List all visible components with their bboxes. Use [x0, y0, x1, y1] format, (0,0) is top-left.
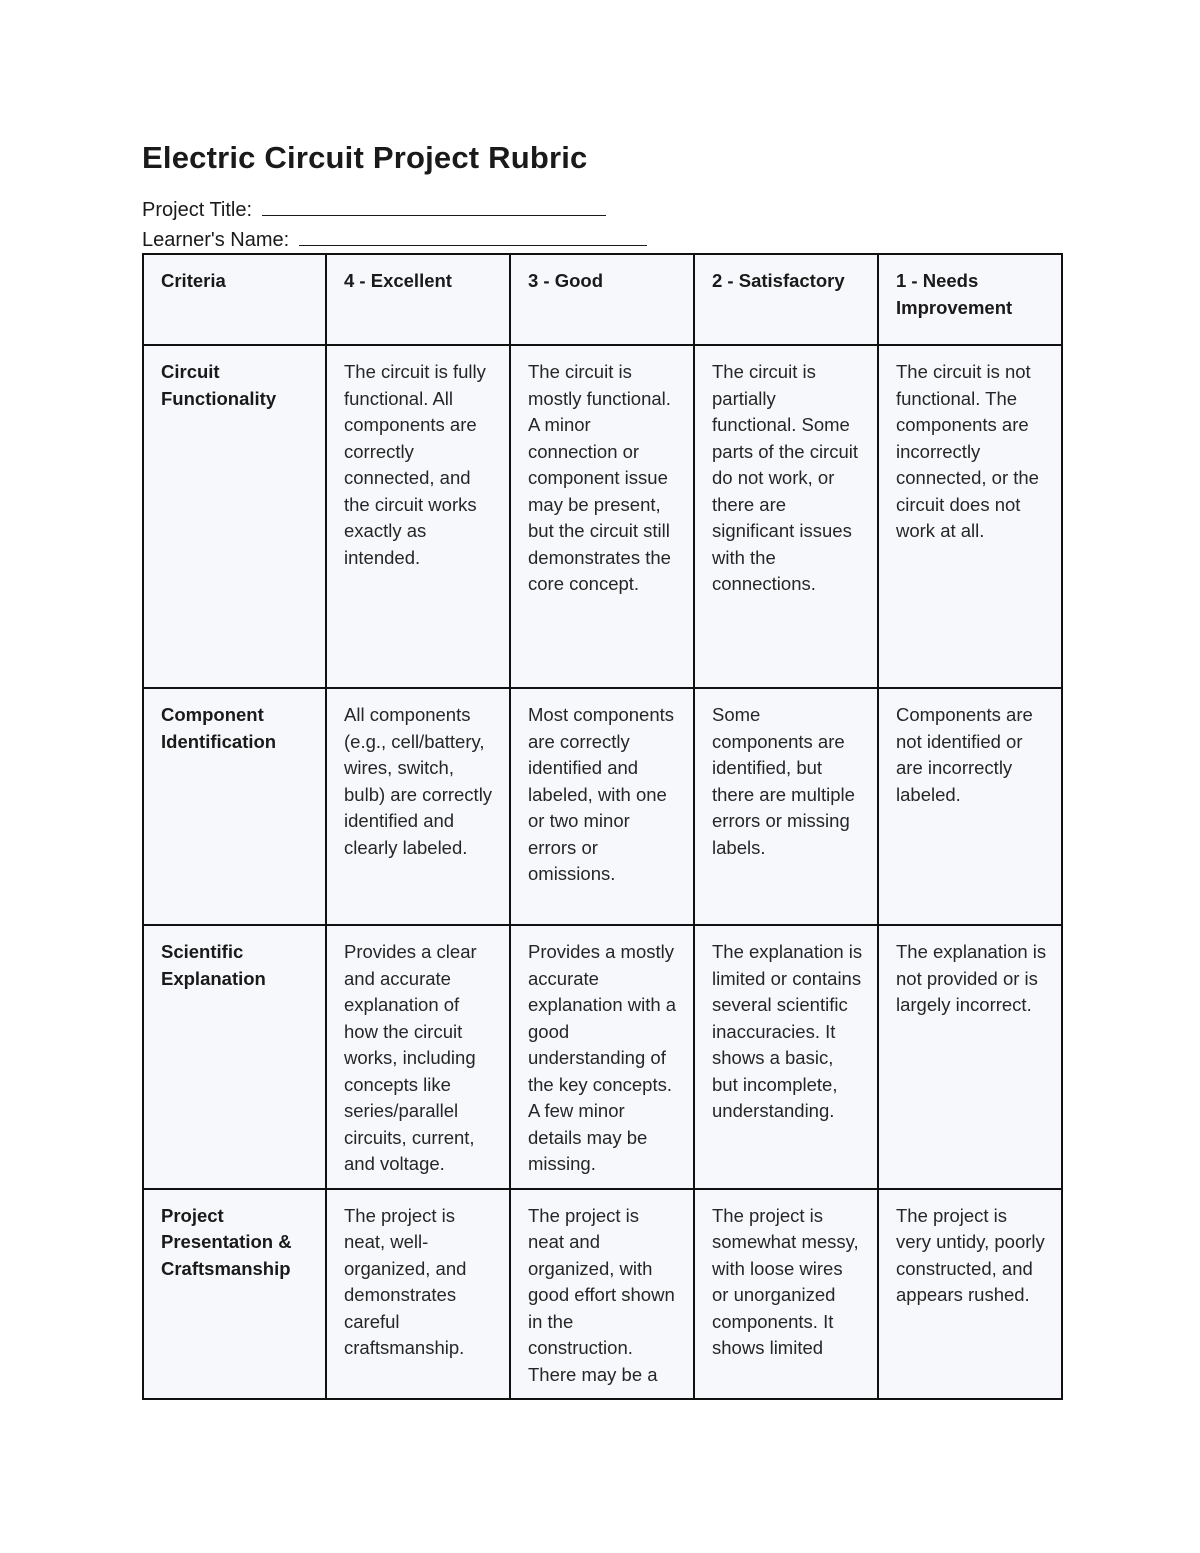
learner-name-label: Learner's Name:	[142, 229, 290, 251]
needs-improvement-cell: Components are not identified or are incorrectly labeled.	[878, 688, 1062, 925]
table-row	[143, 925, 1062, 1189]
header-satisfactory: 2 - Satisfactory	[694, 254, 878, 345]
satisfactory-cell: The circuit is partially functional. Some parts of the circuit do not work, or there are significant issues with the connections.	[694, 345, 878, 688]
excellent-cell: Provides a clear and accurate explanation of how the circuit works, including concepts like series/parallel circuits, current, and voltage.	[326, 925, 510, 1189]
satisfactory-cell: The explanation is limited or contains several scientific inaccuracies. It shows a basic, but incomplete, understanding.	[694, 925, 878, 1189]
criteria-cell: Circuit Functionality	[143, 345, 326, 688]
criteria-cell: Project Presentation & Craftsmanship	[143, 1189, 326, 1400]
excellent-cell: All components (e.g., cell/battery, wires, switch, bulb) are correctly identified and clearly labeled.	[326, 688, 510, 925]
project-title-label: Project Title:	[142, 199, 253, 221]
criteria-cell: Component Identification	[143, 688, 326, 925]
table-row	[143, 1189, 1062, 1400]
satisfactory-cell: Some components are identified, but there are multiple errors or missing labels.	[694, 688, 878, 925]
needs-improvement-cell: The circuit is not functional. The components are incorrectly connected, or the circuit does not work at all.	[878, 345, 1062, 688]
good-cell: The circuit is mostly functional. A minor connection or component issue may be present, but the circuit still demonstrates the core concept.	[510, 345, 694, 688]
criteria-cell: Scientific Explanation	[143, 925, 326, 1189]
good-cell: Most components are correctly identified and labeled, with one or two minor errors or omissions.	[510, 688, 694, 925]
header-criteria: Criteria	[143, 254, 326, 345]
header-good: 3 - Good	[510, 254, 694, 345]
excellent-cell: The project is neat, well-organized, and demonstrates careful craftsmanship.	[326, 1189, 510, 1400]
needs-improvement-cell: The explanation is not provided or is largely incorrect.	[878, 925, 1062, 1189]
satisfactory-cell: The project is somewhat messy, with loose wires or unorganized components. It shows limited	[694, 1189, 878, 1400]
excellent-cell: The circuit is fully functional. All components are correctly connected, and the circuit works exactly as intended.	[326, 345, 510, 688]
header-excellent: 4 - Excellent	[326, 254, 510, 345]
rubric-table	[142, 253, 1063, 1400]
table-row	[143, 688, 1062, 925]
header-needs-improvement: 1 - Needs Improvement	[878, 254, 1062, 345]
project-title-field	[142, 197, 606, 222]
header-row	[143, 254, 1062, 345]
learner-name-field	[142, 227, 647, 252]
table-row	[143, 345, 1062, 688]
good-cell: The project is neat and organized, with good effort shown in the construction. There may be a	[510, 1189, 694, 1400]
document-title: Electric Circuit Project Rubric	[142, 140, 588, 175]
learner-name-blank-line	[299, 227, 647, 246]
good-cell: Provides a mostly accurate explanation with a good understanding of the key concepts. A few minor details may be missing.	[510, 925, 694, 1189]
project-title-blank-line	[262, 197, 606, 216]
needs-improvement-cell: The project is very untidy, poorly constructed, and appears rushed.	[878, 1189, 1062, 1400]
